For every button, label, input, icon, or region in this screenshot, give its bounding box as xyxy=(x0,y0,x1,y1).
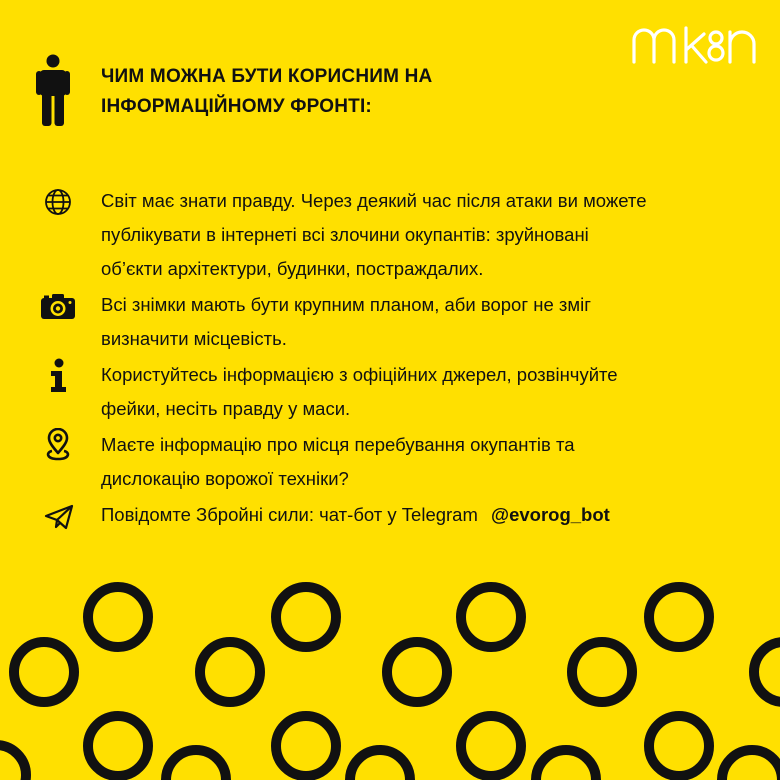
item-1-line-2: публікувати в інтернеті всі злочини окупантів: зруйновані xyxy=(101,224,589,245)
item-2-line-1: Всі знімки мають бути крупним планом, аби ворог не зміг xyxy=(101,294,591,315)
item-3-line-1: Користуйтесь інформацією з офіційних джерел, розвінчуйте xyxy=(101,364,618,385)
item-3-line-2: фейки, несіть правду у маси. xyxy=(101,398,351,419)
item-1-line-3: об’єкти архітектури, будинки, постраждалих. xyxy=(101,258,484,279)
item-1-line-1: Світ має знати правду. Через деякий час після атаки ви можете xyxy=(101,190,647,211)
item-4-line-1: Маєте інформацію про місця перебування окупантів та xyxy=(101,434,575,455)
item-2-line-2: визначити місцевість. xyxy=(101,328,287,349)
item-4-line-2: дислокацію ворожої техніки? xyxy=(101,468,349,489)
telegram-text: Повідомте Збройні сили: чат-бот у Telegram xyxy=(101,504,478,525)
telegram-bot-handle[interactable]: @evorog_bot xyxy=(491,504,610,525)
svg-text:мкін: мкін xyxy=(630,22,632,23)
title-line-2: ІНФОРМАЦІЙНОМУ ФРОНТІ: xyxy=(101,96,372,117)
title-line-1: ЧИМ МОЖНА БУТИ КОРИСНИМ НА xyxy=(101,66,433,87)
